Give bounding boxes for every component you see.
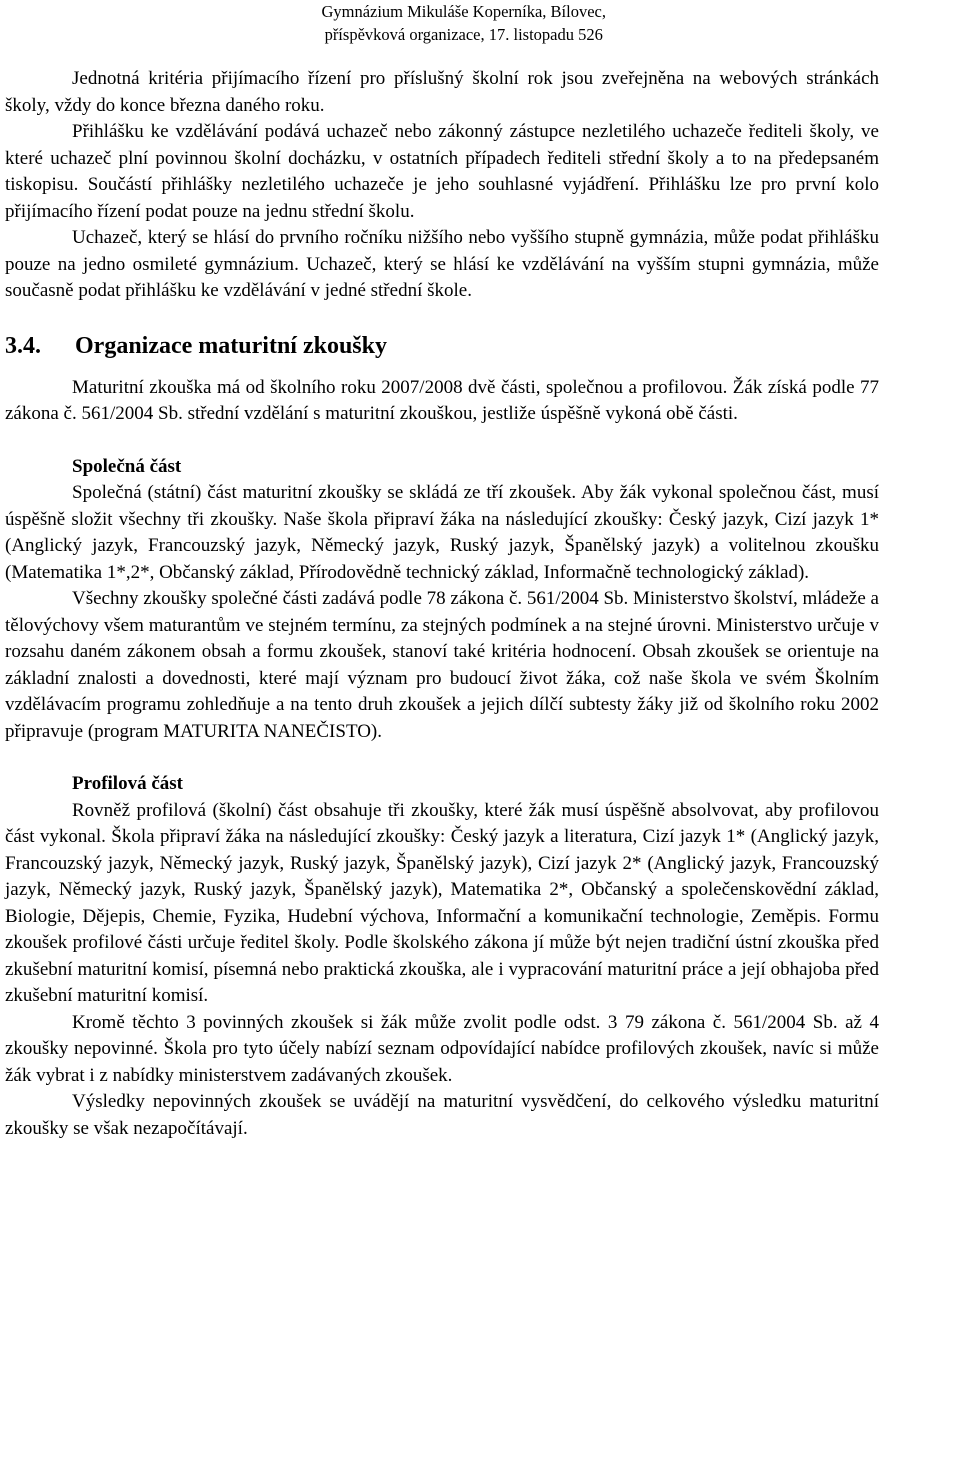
page-header xyxy=(321,0,606,46)
document-body xyxy=(5,66,879,1142)
paragraph-profilova-1: Rovněž profilová (školní) část obsahuje tři zkoušky, které žák musí úspěšně absolvovat, aby profilovou část vykonal. Škola připraví žáka na následující zkoušky: Český jazyk a literatura, Cizí jazyk 1* (Anglický jazyk, Francouzský jazyk, Německý jazyk, Ruský jazyk, Španělský jazyk), Cizí jazyk 2* (Anglický jazyk, Francouzský jazyk, Německý jazyk, Ruský jazyk, Španělský jazyk), Matematika 2*, Občanský a společenskovědní základ, Biologie, Dějepis, Chemie, Fyzika, Hudební výchova, Informační a komunikační technologie, Zeměpis. Formu zkoušek profilové části určuje ředitel školy. Podle školského zákona jí může být nejen tradiční ústní zkouška před zkušební maturitní komisí, písemná nebo praktická zkouška, ale i vypracování maturitní práce a její obhajoba před zkušební maturitní komisí. xyxy=(5,799,879,1006)
spacer xyxy=(5,745,879,771)
header-school-address: příspěvková organizace, 17. listopadu 526 xyxy=(324,25,603,44)
paragraph-application: Přihlášku ke vzdělávání podává uchazeč nebo zákonný zástupce nezletilého uchazeče řediteli školy, ve které uchazeč plní povinnou školní docházku, v ostatních případech řediteli střední školy a to na předepsaném tiskopisu. Součástí přihlášky nezletilého uchazeče je jeho souhlasné vyjádření. Přihlášku lze pro první kolo přijímacího řízení podat pouze na jednu střední školu. xyxy=(5,121,879,222)
section-heading xyxy=(5,331,879,361)
paragraph-criteria: Jednotná kritéria přijímacího řízení pro příslušný školní rok jsou zveřejněna na webových stránkách školy, vždy do konce března daného roku. xyxy=(5,68,879,116)
paragraph-spolecna-1: Společná (státní) část maturitní zkoušky se skládá ze tří zkoušek. Aby žák vykonal společnou část, musí úspěšně složit všechny tři zkoušky. Naše škola připraví žáka na následující zkoušky: Český jazyk, Cizí jazyk 1* (Anglický jazyk, Francouzský jazyk, Německý jazyk, Ruský jazyk, Španělský jazyk) a volitelnou zkoušku (Matematika 1*,2*, Občanský základ, Přírodovědně technický základ, Informačně technologický základ). xyxy=(5,482,879,583)
paragraph-profilova-3: Výsledky nepovinných zkoušek se uvádějí na maturitní vysvědčení, do celkového výsledku maturitní zkoušky se však nezapočítávají. xyxy=(5,1091,879,1139)
spacer xyxy=(5,361,879,375)
paragraph-section-intro: Maturitní zkouška má od školního roku 2007/2008 dvě části, společnou a profilovou. Žák získá podle 77 zákona č. 561/2004 Sb. střední vzdělání s maturitní zkouškou, jestliže úspěšně vykoná obě části. xyxy=(5,376,879,424)
paragraph-spolecna-2: Všechny zkoušky společné části zadává podle 78 zákona č. 561/2004 Sb. Ministerstvo školství, mládeže a tělovýchovy všem maturantům ve stejném termínu, za stejných podmínek a na stejné úrovni. Ministerstvo určuje v rozsahu daném zákonem obsah a formu zkoušek, stanoví také kritéria hodnocení. Obsah zkoušek se orientuje na základní znalosti a dovednosti, které mají význam pro budoucí život žáka, což naše škola ve svém Školním vzdělávacím programu zohledňuje a na tento druh zkoušek a jejich dílčí subtesty žáky již od školního roku 2002 připravuje (program MATURITA NANEČISTO). xyxy=(5,588,879,742)
subheading-profilova: Profilová část xyxy=(72,773,183,794)
paragraph-profilova-2: Kromě těchto 3 povinných zkoušek si žák může zvolit podle odst. 3 79 zákona č. 561/2004 Sb. až 4 zkoušky nepovinné. Škola pro tyto účely nabízí seznam odpovídající nabídce profilových zkoušek, navíc si může žák vybrat i z nabídky ministerstvem zadávaných zkoušek. xyxy=(5,1011,879,1086)
header-school-name: Gymnázium Mikuláše Koperníka, Bílovec, xyxy=(321,2,606,21)
spacer xyxy=(5,305,879,331)
section-number: 3.4. xyxy=(5,332,41,359)
section-title: Organizace maturitní zkoušky xyxy=(75,332,387,359)
spacer xyxy=(5,428,879,454)
subheading-spolecna: Společná část xyxy=(72,455,182,477)
paragraph-applicant: Uchazeč, který se hlásí do prvního ročníku nižšího nebo vyššího stupně gymnázia, může podat přihlášku pouze na jedno osmileté gymnázium. Uchazeč, který se hlásí ke vzdělávání na vyšším stupni gymnázia, může současně podat přihlášku ke vzdělávání v jedné střední škole. xyxy=(5,227,879,301)
